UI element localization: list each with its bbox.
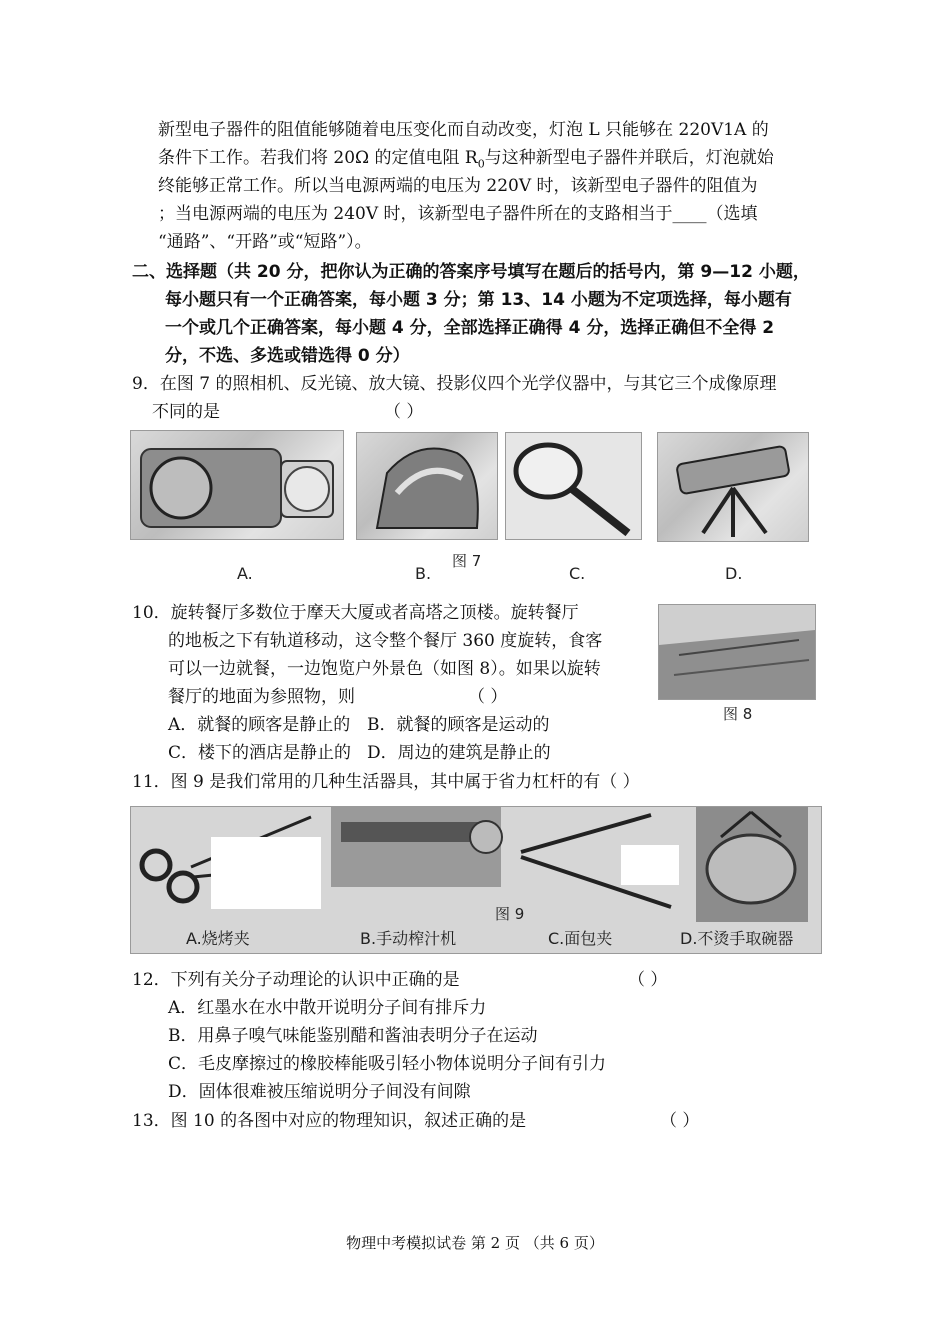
intro-line-3: 终能够正常工作。所以当电源两端的电压为 220V 时，该新型电子器件的阻值为 bbox=[158, 176, 758, 196]
intro-line-2-text-b: 与这种新型电子器件并联后，灯泡就始 bbox=[484, 148, 774, 168]
camera-image bbox=[130, 430, 344, 540]
intro-line-4: ；当电源两端的电压为 240V 时，该新型电子器件所在的支路相当于____（选填 bbox=[158, 204, 758, 224]
revolving-restaurant-image bbox=[658, 604, 816, 700]
q9-option-d: D. bbox=[725, 564, 743, 583]
q9-line-2: 不同的是 bbox=[152, 402, 220, 422]
intro-line-2-text: 条件下工作。若我们将 20Ω 的定值电阻 R bbox=[158, 148, 478, 168]
q9-paren: （ ） bbox=[384, 402, 424, 422]
subscript-0: 0 bbox=[477, 157, 485, 171]
page-footer: 物理中考模拟试卷 第 2 页 （共 6 页） bbox=[346, 1234, 604, 1252]
intro-line-5: “通路”、“开路”或“短路”）。 bbox=[158, 232, 372, 252]
q10-option-c: C．楼下的酒店是静止的 bbox=[168, 743, 352, 763]
q10-line-3: 可以一边就餐，一边饱览户外景色（如图 8）。如果以旋转 bbox=[168, 659, 601, 679]
figure-8-label: 图 8 bbox=[723, 705, 753, 723]
q9-option-c: C. bbox=[569, 564, 586, 583]
q10-line-4: 餐厅的地面为参照物，则 bbox=[168, 687, 355, 707]
figure-7-label: 图 7 bbox=[452, 552, 482, 570]
projector-image bbox=[657, 432, 809, 542]
q13-line-1: 13．图 10 的各图中对应的物理知识，叙述正确的是 bbox=[132, 1111, 527, 1131]
q12-option-c: C．毛皮摩擦过的橡胶棒能吸引轻小物体说明分子间有引力 bbox=[168, 1054, 607, 1074]
q11-line-1: 11．图 9 是我们常用的几种生活器具，其中属于省力杠杆的有（ ） bbox=[132, 772, 640, 792]
q10-paren: （ ） bbox=[468, 687, 508, 707]
q13-paren: （ ） bbox=[660, 1111, 700, 1131]
section2-line-4: 分，不选、多选或错选得 0 分） bbox=[165, 346, 410, 366]
q12-option-b: B．用鼻子嗅气味能鉴别醋和酱油表明分子在运动 bbox=[168, 1026, 538, 1046]
q9-option-a: A. bbox=[237, 564, 253, 583]
q10-option-a: A．就餐的顾客是静止的 bbox=[168, 715, 351, 735]
magnifier-image bbox=[505, 432, 642, 540]
q10-option-d: D．周边的建筑是静止的 bbox=[367, 743, 551, 763]
section2-line-3: 一个或几个正确答案，每小题 4 分，全部选择正确得 4 分，选择正确但不全得 2 bbox=[165, 318, 775, 338]
section2-line-2: 每小题只有一个正确答案，每小题 3 分；第 13、14 小题为不定项选择，每小题有 bbox=[165, 290, 792, 310]
q11-option-d: D.不烫手取碗器 bbox=[680, 929, 794, 948]
section2-line-1: 二、选择题（共 20 分，把你认为正确的答案序号填写在题后的括号内，第 9—12 小题， bbox=[132, 262, 810, 282]
q10-line-2: 的地板之下有轨道移动，这令整个餐厅 360 度旋转，食客 bbox=[168, 631, 603, 651]
figure-9-label: 图 9 bbox=[495, 905, 525, 923]
q10-option-b: B．就餐的顾客是运动的 bbox=[367, 715, 550, 735]
q12-line-1: 12．下列有关分子动理论的认识中正确的是 bbox=[132, 970, 460, 990]
q11-option-c: C.面包夹 bbox=[548, 929, 613, 948]
q12-paren: （ ） bbox=[628, 970, 668, 990]
q9-line-1: 9．在图 7 的照相机、反光镜、放大镜、投影仪四个光学仪器中，与其它三个成像原理 bbox=[132, 374, 777, 394]
intro-line-1: 新型电子器件的阻值能够随着电压变化而自动改变，灯泡 L 只能够在 220V1A 的 bbox=[158, 120, 769, 140]
q10-line-1: 10．旋转餐厅多数位于摩天大厦或者高塔之顶楼。旋转餐厅 bbox=[132, 603, 579, 623]
reflector-image bbox=[356, 432, 498, 540]
q11-option-b: B.手动榨汁机 bbox=[360, 929, 457, 948]
q11-option-a: A.烧烤夹 bbox=[186, 929, 250, 948]
q12-option-a: A．红墨水在水中散开说明分子间有排斥力 bbox=[168, 998, 487, 1018]
q12-option-d: D．固体很难被压缩说明分子间没有间隙 bbox=[168, 1082, 471, 1102]
q9-option-b: B. bbox=[415, 564, 432, 583]
